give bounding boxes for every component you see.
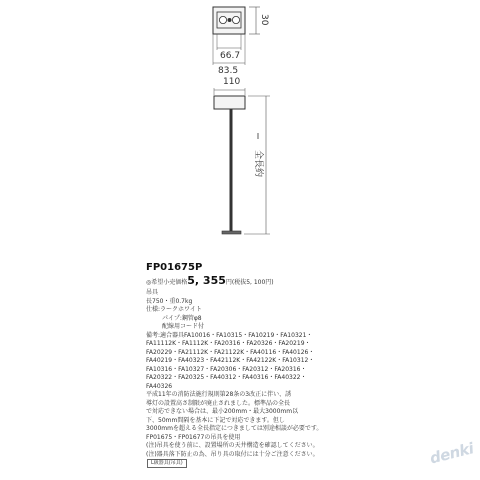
- center-hole-icon: [228, 18, 232, 22]
- dim-overall-length-label: 全長約: [253, 150, 263, 178]
- spec-finish: 仕様:ラークホワイト: [146, 306, 202, 313]
- applicable-row: FA20322・FA20325・FA40312・FA40316・FA40322・: [146, 374, 307, 381]
- spec-pipe: パイプ:鋼管φ8: [162, 314, 202, 322]
- note-line: 導灯の設置高さ制限が廃止されました。標準品の全長: [146, 399, 291, 407]
- note-line: で対応できない場合は、最小200mm・最大3000mm以: [146, 408, 299, 415]
- caution-line: (注)器具落下防止の為、吊り具の取付には十分ご注意ください。: [146, 450, 319, 458]
- applicable-row: FA40219・FA40323・FA42112K・FA42122K・FA10312・: [146, 357, 315, 364]
- price-line: [146, 275, 476, 289]
- dim-inner-width-label: 66.7: [220, 51, 241, 61]
- note-line: 3000mmを超える全長指定につきましては別途相談が必要です。: [146, 425, 323, 432]
- spec-block: [146, 262, 476, 459]
- model-number: FP01675P: [146, 262, 203, 273]
- watermark-logo: denki: [428, 439, 476, 468]
- spec-size: 長750・重0.7kg: [146, 297, 193, 305]
- ceiling-canopy: [214, 96, 245, 109]
- applicable-label: 備考:適合器具: [146, 331, 185, 339]
- top-view: [213, 7, 269, 76]
- applicable-row: FA10016・FA10315・FA10219・FA10321・: [184, 331, 313, 339]
- dim-outer-width-label: 83.5: [218, 66, 239, 76]
- price-prefix: ◎希望小売価格: [146, 279, 188, 286]
- note-line: 下、50mm間隔を基本に下記で対応できます。但し: [146, 416, 285, 424]
- note-line: FP01675・FP01677の吊具を使用: [146, 433, 241, 441]
- mounting-hole-left-icon: [219, 16, 226, 23]
- category-badge: L級器具(吊具): [147, 459, 187, 468]
- side-view: [214, 77, 270, 234]
- mounting-hole-right-icon: [232, 16, 239, 23]
- price-suffix: 円(税抜5, 100円): [225, 279, 274, 286]
- applicable-row: FA20229・FA21112K・FA21122K・FA40116・FA40126・: [146, 348, 315, 356]
- caution-line: (注)吊具を使う前に、設置場所の天井構造を確認してください。: [146, 442, 319, 449]
- note-line: 平成11年の消防法施行規則第28条の3改正に伴い、誘: [146, 391, 292, 398]
- dim-side-width-label: 110: [223, 77, 241, 87]
- applicable-row: FA11112K・FA1112K・FA20316・FA20326・FA20219・: [146, 340, 311, 347]
- price-value: 5, 355: [187, 274, 226, 287]
- dim-height-label: 30: [259, 14, 269, 26]
- applicable-row: FA40326: [146, 382, 173, 390]
- applicable-row: FA10316・FA10327・FA20306・FA20312・FA20316・: [146, 365, 307, 373]
- spec-cord: 配線用コード付: [162, 323, 205, 330]
- fixture-bracket: [222, 231, 241, 234]
- applicable-list: [146, 332, 476, 341]
- section-label: 吊具: [146, 289, 159, 296]
